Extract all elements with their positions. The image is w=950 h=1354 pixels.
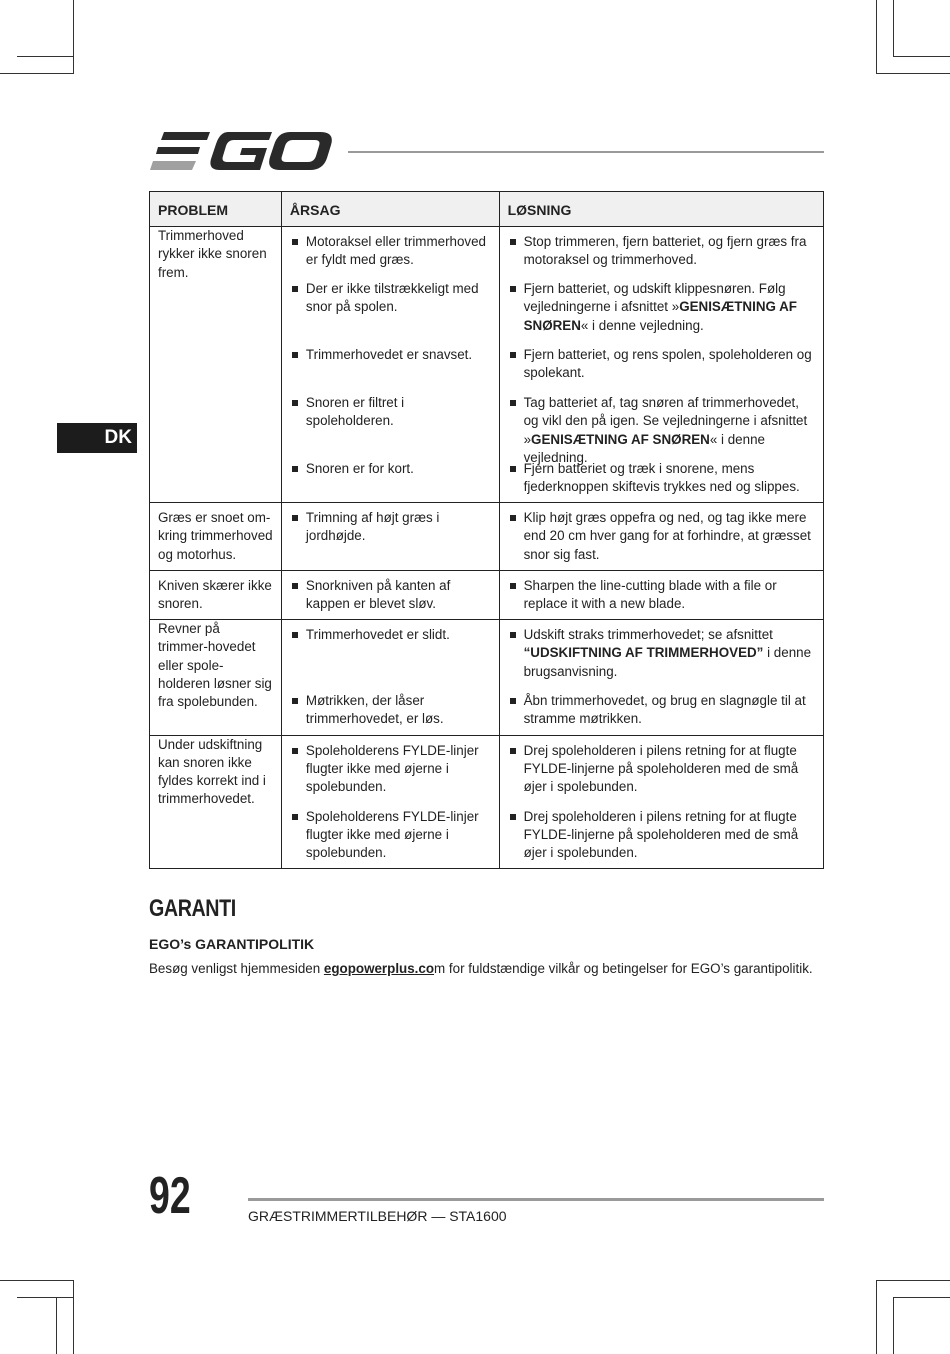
table-row bbox=[150, 735, 824, 869]
solution-item: Sharpen the line-cutting blade with a file or replace it with a new blade. bbox=[510, 577, 817, 613]
problem-cell: Græs er snoet om-kring trimmerhoved og motorhus. bbox=[150, 503, 282, 571]
ego-logo bbox=[150, 130, 332, 172]
cause-item: Trimmerhovedet er slidt. bbox=[292, 626, 493, 681]
page-number: 92 bbox=[149, 1167, 191, 1225]
problem-cell: Revner på trimmer-hovedet eller spole-holderen løsner sig fra spolebunden. bbox=[150, 620, 282, 735]
cause-item: Møtrikken, der låser trimmerhovedet, er løs. bbox=[292, 692, 493, 728]
solution-item: Stop trimmeren, fjern batteriet, og fjern græs fra motoraksel og trimmerhoved. bbox=[510, 233, 817, 269]
solution-item: Drej spoleholderen i pilens retning for at flugte FYLDE-linjerne på spoleholderen med de små øjer i spolebunden. bbox=[510, 808, 817, 863]
footer-rule bbox=[248, 1198, 824, 1201]
solution-cell bbox=[499, 735, 823, 869]
warranty-link[interactable]: egopowerplus.co bbox=[323, 961, 435, 976]
table-row bbox=[150, 620, 824, 735]
cause-item: Snoren er filtret i spoleholderen. bbox=[292, 394, 493, 449]
solution-item: Åbn trimmerhovedet, og brug en slagnøgle til at stramme møtrikken. bbox=[510, 692, 817, 728]
solution-item: Fjern batteriet, og rens spolen, spoleholderen og spolekant. bbox=[510, 346, 817, 383]
cause-cell bbox=[281, 503, 499, 571]
cause-item: Motoraksel eller trimmerhoved er fyldt med græs. bbox=[292, 233, 493, 269]
cause-item: Spoleholderens FYLDE-linjer flugter ikke med øjerne i spolebunden. bbox=[292, 742, 493, 797]
header-rule bbox=[348, 151, 824, 153]
solution-item: Klip højt græs oppefra og ned, og tag ikke mere end 20 cm hver gang for at forhindre, at græsset snor sig fast. bbox=[510, 509, 817, 564]
cause-item: Trimmerhovedet er snavset. bbox=[292, 346, 493, 383]
header-solution: LØSNING bbox=[499, 192, 823, 227]
cause-item: Snoren er for kort. bbox=[292, 460, 493, 496]
footer-doc-title: GRÆSTRIMMERTILBEHØR — STA1600 bbox=[248, 1208, 507, 1224]
solution-item: Udskift straks trimmerhovedet; se afsnittet “UDSKIFTNING AF TRIMMERHOVED” i denne brugsanvisning. bbox=[510, 626, 817, 681]
cause-cell bbox=[281, 570, 499, 619]
solution-item: Drej spoleholderen i pilens retning for at flugte FYLDE-linjerne på spoleholderen med de små øjer i spolebunden. bbox=[510, 742, 817, 797]
problem-cell: Kniven skærer ikke snoren. bbox=[150, 570, 282, 619]
header-problem: PROBLEM bbox=[150, 192, 282, 227]
table-header-row bbox=[150, 192, 824, 227]
problem-cell: Under udskiftning kan snoren ikke fyldes korrekt ind i trimmerhovedet. bbox=[150, 735, 282, 869]
cause-item: Snorkniven på kanten af kappen er blevet sløv. bbox=[292, 577, 493, 613]
solution-cell bbox=[499, 227, 823, 503]
cause-item: Der er ikke tilstrækkeligt med snor på spolen. bbox=[292, 280, 493, 335]
table-row bbox=[150, 227, 824, 503]
warranty-title: GARANTI bbox=[149, 895, 236, 922]
cause-item: Spoleholderens FYLDE-linjer flugter ikke med øjerne i spolebunden. bbox=[292, 808, 493, 863]
cause-cell bbox=[281, 620, 499, 735]
warranty-subtitle: EGO’s GARANTIPOLITIK bbox=[149, 936, 315, 952]
solution-item: Fjern batteriet, og udskift klippesnøren. Følg vejledningerne i afsnittet »GENISÆTNING AF SNØREN« i denne vejledning. bbox=[510, 280, 817, 335]
solution-item: Tag batteriet af, tag snøren af trimmerhovedet, og vikl den på igen. Se vejledningerne i afsnittet »GENISÆTNING AF SNØREN« i denne vejledning. bbox=[510, 394, 817, 449]
language-tab: DK bbox=[57, 423, 137, 453]
solution-cell bbox=[499, 570, 823, 619]
cause-item: Trimning af højt græs i jordhøjde. bbox=[292, 509, 493, 545]
warranty-text: Besøg venligst hjemmesiden egopowerplus.com for fuldstændige vilkår og betingelser for EGO’s garantipolitik. bbox=[149, 961, 813, 976]
solution-item: Fjern batteriet og træk i snorene, mens fjederknoppen skiftevis trykkes ned og slippes. bbox=[510, 460, 817, 496]
cause-cell bbox=[281, 735, 499, 869]
table-row bbox=[150, 570, 824, 619]
solution-cell bbox=[499, 620, 823, 735]
header-cause: ÅRSAG bbox=[281, 192, 499, 227]
table-row bbox=[150, 503, 824, 571]
problem-cell: Trimmerhoved rykker ikke snoren frem. bbox=[150, 227, 282, 503]
troubleshooting-table bbox=[149, 191, 824, 869]
cause-cell bbox=[281, 227, 499, 503]
solution-cell bbox=[499, 503, 823, 571]
